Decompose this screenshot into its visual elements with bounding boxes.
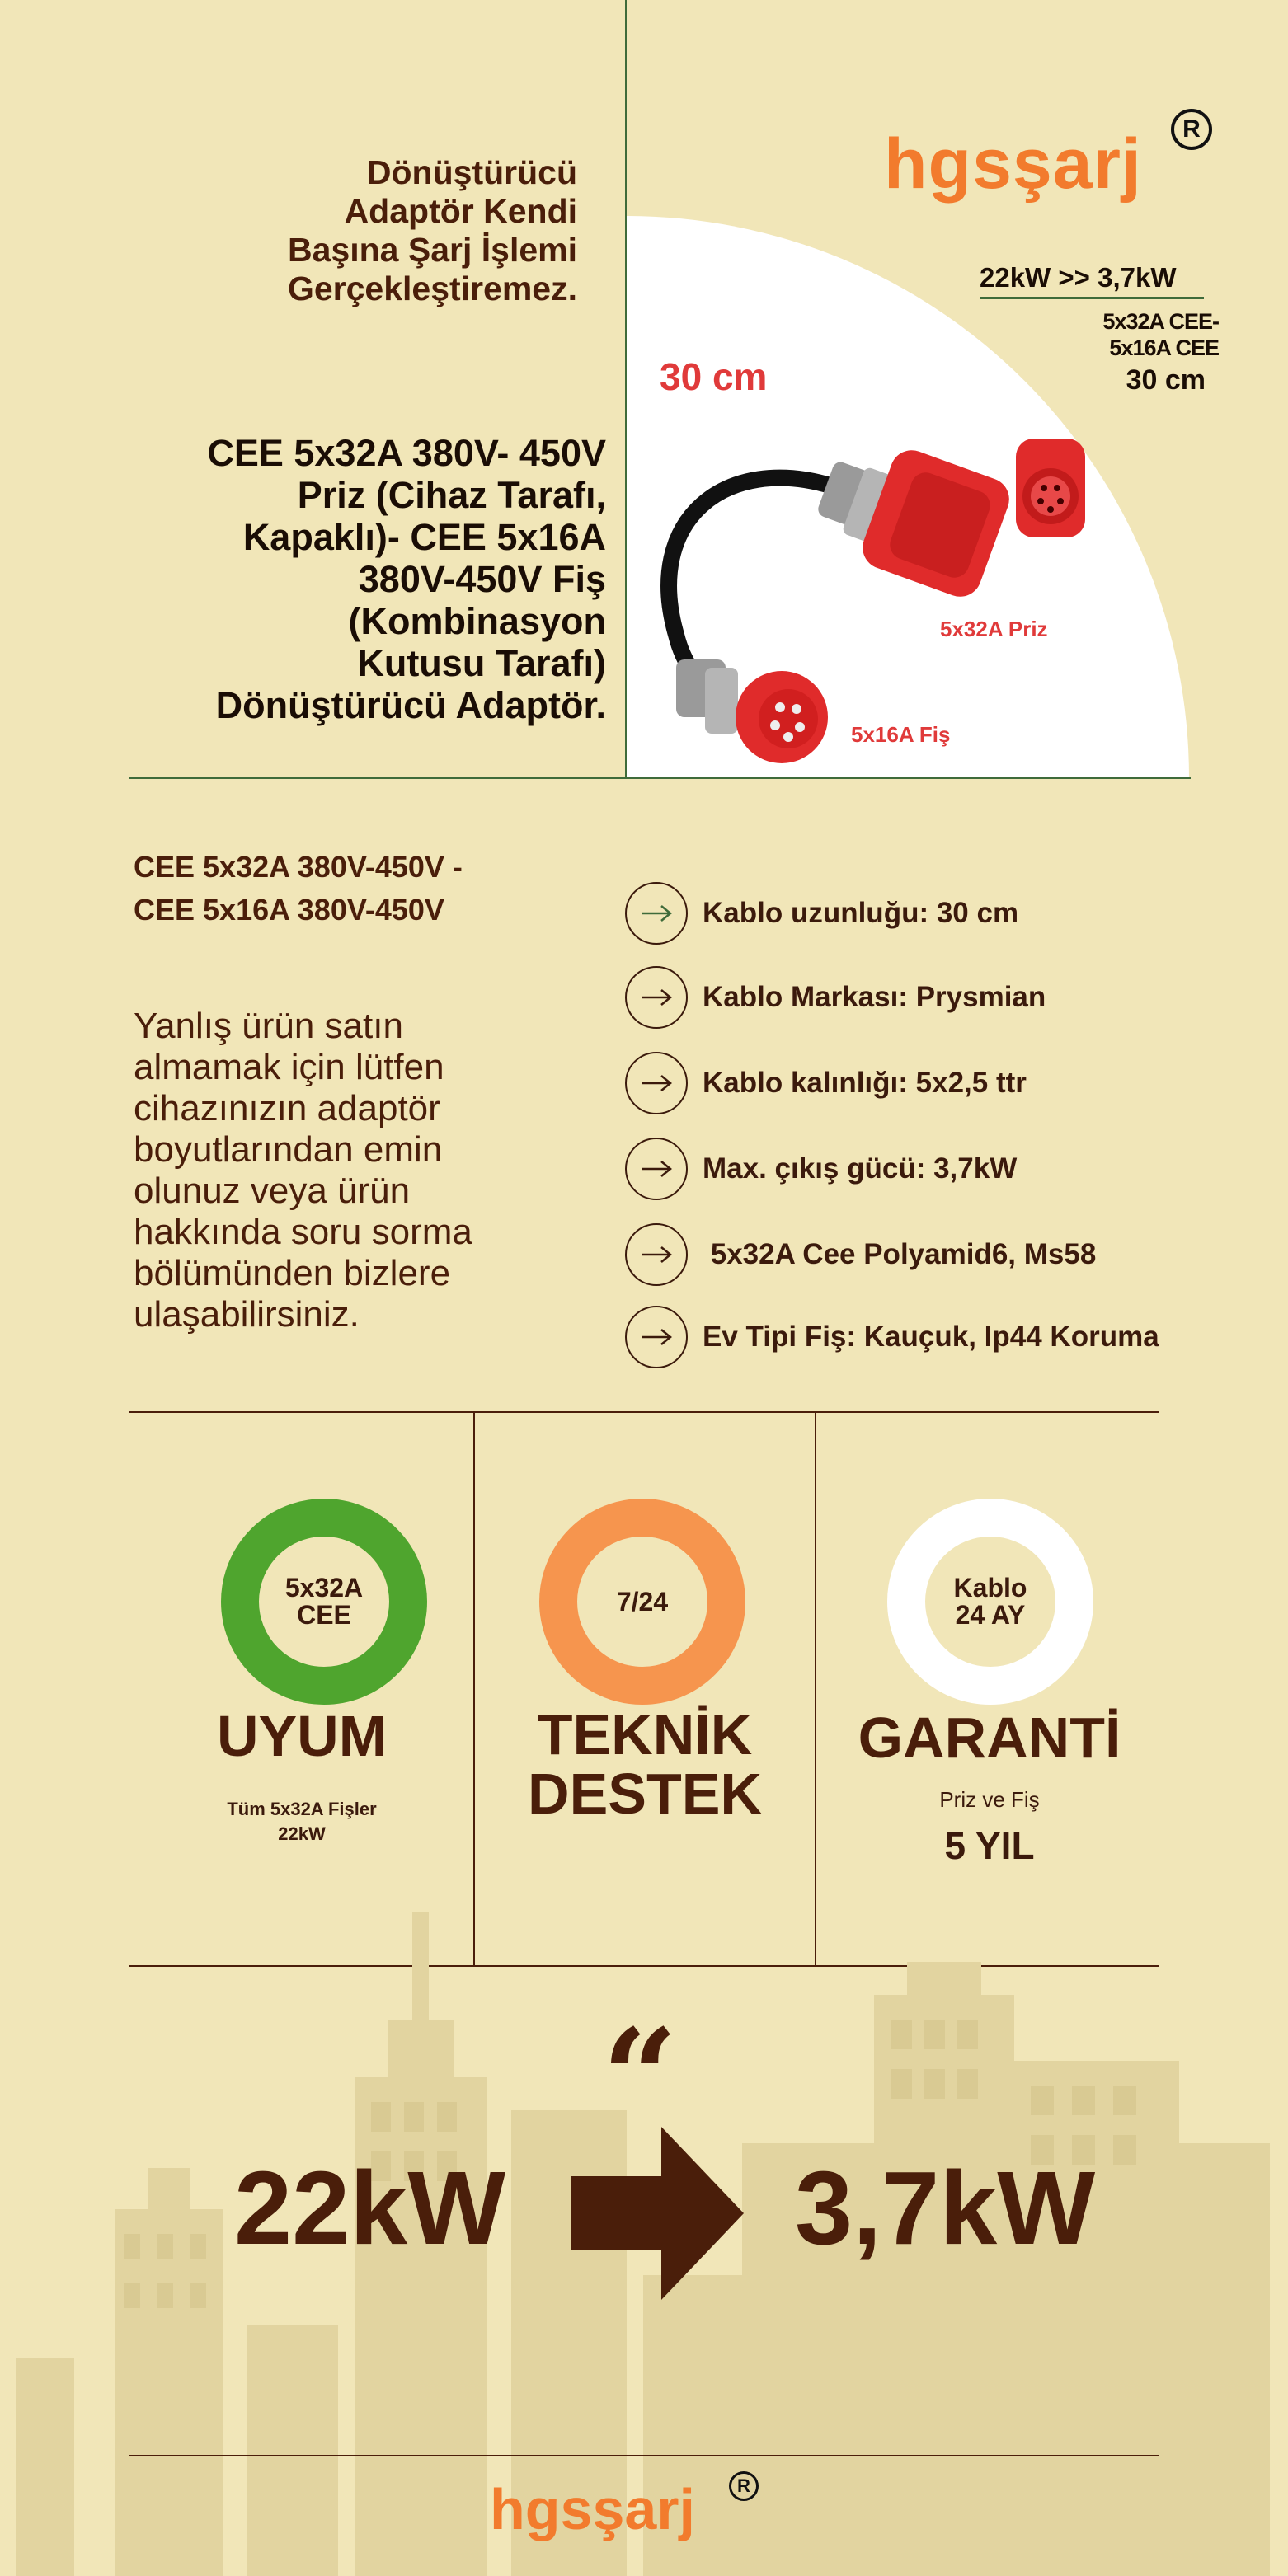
note-line: Tüm 5x32A Fişler: [227, 1799, 377, 1819]
title-line: Dönüştürücü Adaptör.: [215, 684, 606, 726]
feature-item: [625, 1136, 1017, 1202]
feature-text: Kablo Markası: Prysmian: [703, 981, 1046, 1013]
spec-conversion: 22kW >> 3,7kW: [980, 262, 1177, 293]
arrow-right-icon: [625, 1052, 688, 1114]
subtitle-line: CEE 5x16A 380V-450V: [134, 893, 444, 927]
big-arrow-icon: [571, 2127, 744, 2300]
feature-text: Max. çıkış gücü: 3,7kW: [703, 1152, 1018, 1185]
registered-icon: R: [729, 2471, 759, 2501]
brand-logo: hgsşarj: [884, 124, 1142, 204]
notice-line: ulaşabilirsiniz.: [134, 1294, 360, 1335]
warranty-title: GARANTİ: [858, 1706, 1121, 1770]
plug-label: 5x16A Fiş: [851, 722, 951, 747]
spec-length: 30 cm: [1126, 364, 1206, 396]
title-line: DESTEK: [528, 1762, 762, 1826]
note-line: 22kW: [278, 1823, 326, 1844]
compat-ring: [221, 1499, 427, 1705]
arrow-right-icon: [625, 882, 688, 945]
notice-line: boyutlarından emin: [134, 1129, 443, 1170]
support-title: [475, 1702, 815, 1826]
title-line: (Kombinasyon: [348, 600, 606, 642]
cable-length-label: 30 cm: [660, 355, 768, 398]
spec-underline: [980, 297, 1204, 299]
notice-line: bölümünden bizlere: [134, 1253, 451, 1293]
feature-item: [625, 1222, 1096, 1288]
stats-divider: [473, 1411, 475, 1967]
intro-line: Dönüştürücü: [366, 153, 577, 191]
notice-line: olunuz veya ürün: [134, 1171, 411, 1211]
title-line: TEKNİK: [537, 1702, 753, 1767]
ring-line: 5x32A: [284, 1573, 364, 1602]
notice-line: cihazınızın adaptör: [134, 1088, 440, 1128]
intro-line: Başına Şarj İşlemi: [288, 231, 577, 269]
arrow-right-icon: [625, 1223, 688, 1286]
subtitle-line: CEE 5x32A 380V-450V -: [134, 850, 463, 884]
spec-model-line: 5x32A CEE-: [1102, 309, 1219, 334]
ring-line: Kablo: [953, 1573, 1027, 1602]
ring-line: CEE: [297, 1600, 351, 1630]
intro-notice: [148, 153, 577, 308]
intro-line: Gerçekleştiremez.: [287, 270, 577, 307]
product-title: [124, 432, 606, 726]
title-line: Kapaklı)- CEE 5x16A: [242, 516, 606, 558]
arrow-right-icon: [625, 966, 688, 1029]
intro-line: Adaptör Kendi: [344, 192, 577, 230]
arrow-right-icon: [625, 1138, 688, 1200]
title-line: 380V-450V Fiş: [358, 558, 606, 600]
warranty-years: 5 YIL: [944, 1824, 1035, 1867]
feature-text: Ev Tipi Fiş: Kauçuk, Ip44 Koruma: [703, 1321, 1159, 1353]
model-subtitle: [134, 846, 463, 931]
socket-label: 5x32A Priz: [940, 617, 1048, 641]
spec-model: [1070, 308, 1219, 361]
input-power: 22kW: [234, 2150, 506, 2266]
feature-text: Kablo kalınlığı: 5x2,5 ttr: [703, 1067, 1027, 1099]
feature-item: [625, 964, 1046, 1030]
brand-logo-footer: hgsşarj: [490, 2477, 695, 2541]
purchase-notice: [134, 1006, 562, 1335]
title-line: CEE 5x32A 380V- 450V: [207, 432, 606, 474]
title-line: Priz (Cihaz Tarafı,: [297, 474, 606, 516]
ring-line: 24 AY: [955, 1600, 1026, 1630]
notice-line: hakkında soru sorma: [134, 1212, 472, 1252]
output-power: 3,7kW: [795, 2150, 1096, 2266]
arrow-right-icon: [625, 1306, 688, 1368]
feature-item: [625, 1304, 1159, 1370]
horizontal-divider: [129, 777, 1191, 779]
notice-line: almamak için lütfen: [134, 1047, 444, 1087]
support-ring: [539, 1499, 745, 1705]
ring-line: 7/24: [616, 1586, 669, 1616]
spec-model-line: 5x16A CEE: [1109, 335, 1219, 360]
title-line: Kutusu Tarafı): [357, 642, 606, 684]
socket-face-image: [1008, 430, 1098, 554]
feature-text: Kablo uzunluğu: 30 cm: [703, 897, 1019, 929]
stats-top-divider: [129, 1411, 1159, 1413]
compat-note: [129, 1797, 475, 1846]
feature-item: [625, 880, 1018, 946]
feature-item: [625, 1050, 1027, 1116]
notice-line: Yanlış ürün satın: [134, 1006, 403, 1046]
compat-title: UYUM: [216, 1704, 388, 1768]
warranty-ring: [887, 1499, 1093, 1705]
stats-divider: [815, 1411, 816, 1967]
quote-icon: “: [602, 2000, 679, 2155]
registered-icon: R: [1171, 109, 1212, 150]
footer-divider: [129, 2455, 1159, 2456]
feature-text: 5x32A Cee Polyamid6, Ms58: [703, 1238, 1097, 1270]
warranty-note: Priz ve Fiş: [939, 1787, 1040, 1812]
